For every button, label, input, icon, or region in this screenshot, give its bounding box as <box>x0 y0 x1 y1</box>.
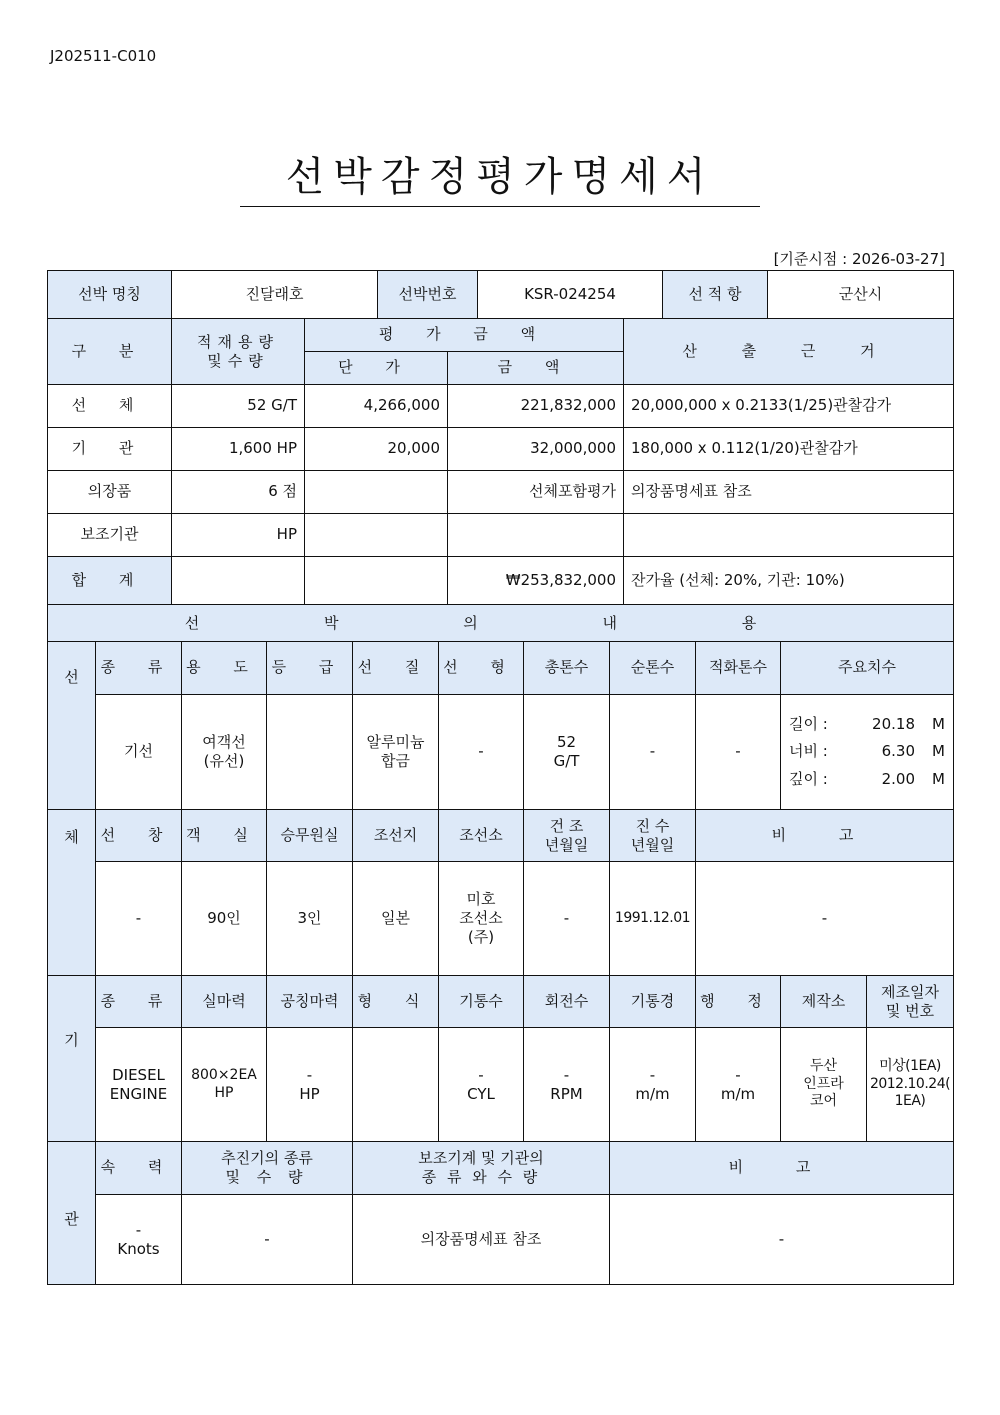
hull-side-label-2: 체 <box>48 810 96 976</box>
dim-length-unit: M <box>932 714 945 733</box>
row-label: 선 체 <box>48 385 172 428</box>
hull-built-date: - <box>524 862 610 976</box>
row-basis <box>624 514 954 557</box>
hull-header-2 <box>48 810 954 862</box>
amount-group-header: 평 가 금 액 <box>305 319 624 352</box>
row-unit-price <box>305 514 448 557</box>
hull-hold: - <box>96 862 182 976</box>
hull-type: 기선 <box>96 695 182 810</box>
row-unit-price <box>305 471 448 514</box>
engine-mfg: 미상(1EA) 2012.10.24( 1EA) <box>867 1028 954 1142</box>
dim-length-label: 길이 : <box>789 714 828 733</box>
hull-yard: 미호 조선소 (주) <box>439 862 524 976</box>
hull-gross: 52 G/T <box>524 695 610 810</box>
engine-h-nominal-hp: 공칭마력 <box>267 976 353 1028</box>
hull-cabin: 90인 <box>182 862 267 976</box>
hull-h-yard: 조선소 <box>439 810 524 862</box>
hull-h-build-place: 조선지 <box>353 810 439 862</box>
hull-h-cabin: 객 실 <box>182 810 267 862</box>
dim-width-value: 6.30 <box>881 742 915 761</box>
hull-net: - <box>610 695 696 810</box>
hull-h-remark: 비 고 <box>696 810 954 862</box>
valuation-row-engine <box>48 428 954 471</box>
hull-dimensions <box>781 695 954 810</box>
hull-launch-date: 1991.12.01 <box>610 862 696 976</box>
engine-h-cylinders: 기통수 <box>439 976 524 1028</box>
unit-price-header: 단 가 <box>305 352 448 385</box>
engine-h-maker: 제작소 <box>781 976 867 1028</box>
engine-aux: 의장품명세표 참조 <box>353 1195 610 1285</box>
ship-id-row <box>48 271 954 319</box>
row-label: 기 관 <box>48 428 172 471</box>
engine-rpm: - RPM <box>524 1028 610 1142</box>
row-qty: 6 점 <box>172 471 305 514</box>
row-amount: 32,000,000 <box>448 428 624 471</box>
engine-h-bore: 기통경 <box>610 976 696 1028</box>
document-id: J202511-C010 <box>50 47 157 65</box>
hull-h-launch-date: 진 수 년월일 <box>610 810 696 862</box>
engine-side-label-2: 관 <box>48 1142 96 1285</box>
dim-width-label: 너비 : <box>789 742 828 761</box>
hull-header-1 <box>48 642 954 695</box>
engine-model <box>353 1028 439 1142</box>
dim-depth-unit: M <box>932 769 945 788</box>
hull-h-hold: 선 창 <box>96 810 182 862</box>
row-basis: 180,000 x 0.112(1/20)관찰감가 <box>624 428 954 471</box>
hull-cargo: - <box>696 695 781 810</box>
engine-h-mfg: 제조일자 및 번호 <box>867 976 954 1028</box>
valuation-total-row <box>48 557 954 605</box>
hull-h-dims: 주요치수 <box>781 642 954 695</box>
hull-h-gross: 총톤수 <box>524 642 610 695</box>
hull-material: 알루미늄 합금 <box>353 695 439 810</box>
hull-remark: - <box>696 862 954 976</box>
engine-propeller: - <box>182 1195 353 1285</box>
engine-side-label-1: 기 <box>48 976 96 1142</box>
dim-depth-label: 깊이 : <box>789 769 828 788</box>
hull-h-shape: 선 형 <box>439 642 524 695</box>
engine-stroke: - m/m <box>696 1028 781 1142</box>
engine-speed: - Knots <box>96 1195 182 1285</box>
row-amount <box>448 514 624 557</box>
capacity-header: 적재용량 및수량 <box>172 319 305 385</box>
total-amount: ₩253,832,000 <box>448 557 624 605</box>
row-unit-price: 4,266,000 <box>305 385 448 428</box>
hull-h-grade: 등 급 <box>267 642 353 695</box>
engine-cylinders: - CYL <box>439 1028 524 1142</box>
dim-depth-value: 2.00 <box>881 769 915 788</box>
valuation-row-hull <box>48 385 954 428</box>
engine-h-propeller: 추진기의 종류 및 수 량 <box>182 1142 353 1195</box>
contents-title-row <box>48 605 954 643</box>
hull-h-crew: 승무원실 <box>267 810 353 862</box>
valuation-row-outfit <box>48 471 954 514</box>
document-title: 선박감정평가명세서 <box>240 145 760 207</box>
hull-values-1 <box>48 695 954 810</box>
port-label: 선 적 항 <box>663 271 768 319</box>
row-basis: 20,000,000 x 0.2133(1/25)관찰감가 <box>624 385 954 428</box>
engine-type: DIESEL ENGINE <box>96 1028 182 1142</box>
valuation-table <box>47 270 954 643</box>
ship-number: KSR-024254 <box>478 271 663 319</box>
row-label: 의장품 <box>48 471 172 514</box>
engine-header-1 <box>48 976 954 1028</box>
total-basis: 잔가율 (선체: 20%, 기관: 10%) <box>624 557 954 605</box>
valuation-header-row <box>48 319 954 352</box>
row-amount: 221,832,000 <box>448 385 624 428</box>
ship-name: 진달래호 <box>172 271 378 319</box>
ship-number-label: 선박번호 <box>378 271 478 319</box>
hull-h-use: 용 도 <box>182 642 267 695</box>
engine-bore: - m/m <box>610 1028 696 1142</box>
engine-h-real-hp: 실마력 <box>182 976 267 1028</box>
engine-h-rpm: 회전수 <box>524 976 610 1028</box>
reference-date: [기준시점 : 2026-03-27] <box>773 250 945 268</box>
engine-h-stroke: 행 정 <box>696 976 781 1028</box>
engine-header-2 <box>48 1142 954 1195</box>
engine-h-speed: 속 력 <box>96 1142 182 1195</box>
hull-grade <box>267 695 353 810</box>
amount-header: 금 액 <box>448 352 624 385</box>
category-header: 구 분 <box>48 319 172 385</box>
dim-width-unit: M <box>932 742 945 761</box>
total-label: 합 계 <box>48 557 172 605</box>
engine-h-aux: 보조기계 및 기관의 종 류 와 수 량 <box>353 1142 610 1195</box>
hull-values-2 <box>48 862 954 976</box>
hull-use: 여객선 (유선) <box>182 695 267 810</box>
engine-real-hp: 800×2EA HP <box>182 1028 267 1142</box>
dim-length-value: 20.18 <box>872 714 915 733</box>
ship-name-label: 선박 명칭 <box>48 271 172 319</box>
row-qty: 52 G/T <box>172 385 305 428</box>
row-qty: 1,600 HP <box>172 428 305 471</box>
hull-shape: - <box>439 695 524 810</box>
engine-h-model: 형 식 <box>353 976 439 1028</box>
hull-build-place: 일본 <box>353 862 439 976</box>
hull-h-type: 종 류 <box>96 642 182 695</box>
hull-h-cargo: 적화톤수 <box>696 642 781 695</box>
engine-maker: 두산 인프라 코어 <box>781 1028 867 1142</box>
engine-h-remark: 비 고 <box>610 1142 954 1195</box>
row-basis: 의장품명세표 참조 <box>624 471 954 514</box>
contents-title: 선 박 의 내 용 <box>48 605 954 643</box>
hull-side-label-1: 선 <box>48 642 96 810</box>
hull-h-material: 선 질 <box>353 642 439 695</box>
hull-crew: 3인 <box>267 862 353 976</box>
row-label: 보조기관 <box>48 514 172 557</box>
engine-values-1 <box>48 1028 954 1142</box>
valuation-row-aux <box>48 514 954 557</box>
hull-h-net: 순톤수 <box>610 642 696 695</box>
hull-h-built-date: 건 조 년월일 <box>524 810 610 862</box>
engine-remark: - <box>610 1195 954 1285</box>
row-amount: 선체포함평가 <box>448 471 624 514</box>
engine-h-type: 종 류 <box>96 976 182 1028</box>
ship-details-table <box>47 641 954 1285</box>
row-qty: HP <box>172 514 305 557</box>
basis-header: 산 출 근 거 <box>624 319 954 385</box>
row-unit-price: 20,000 <box>305 428 448 471</box>
total-unit-price <box>305 557 448 605</box>
total-qty <box>172 557 305 605</box>
engine-nominal-hp: - HP <box>267 1028 353 1142</box>
port-value: 군산시 <box>768 271 954 319</box>
engine-values-2 <box>48 1195 954 1285</box>
